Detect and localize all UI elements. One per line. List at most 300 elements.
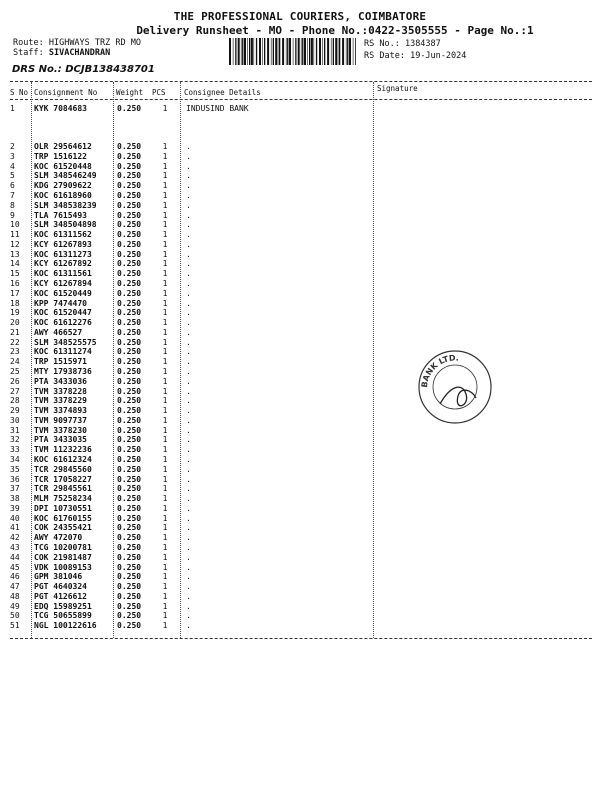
row-weight: 0.250 (117, 278, 142, 288)
row-weight: 0.250 (117, 464, 142, 474)
row-consignment: KCY 61267892 (34, 259, 92, 269)
row-details: . (186, 425, 191, 435)
barcode-bar (235, 38, 236, 65)
row-details: . (186, 210, 191, 220)
row-details: . (186, 278, 191, 288)
barcode-bar (335, 38, 337, 65)
row-sno: 22 (10, 337, 20, 347)
row-consignment: COK 21981487 (34, 552, 92, 562)
row-pcs: 1 (162, 327, 168, 337)
row-weight: 0.250 (117, 582, 142, 592)
row-consignment: KOC 61760155 (34, 513, 92, 523)
row-weight: 0.250 (117, 513, 142, 523)
row-pcs: 1 (162, 376, 168, 386)
barcode-bar (287, 38, 288, 65)
row-details: . (186, 288, 191, 298)
row-sno: 4 (10, 161, 15, 171)
row-sno: 38 (10, 494, 20, 504)
row-sno: 1 (10, 104, 15, 113)
barcode-bar (241, 38, 242, 65)
row-pcs: 1 (162, 601, 168, 611)
barcode-bar (347, 38, 348, 65)
row-pcs: 1 (162, 259, 168, 269)
row-consignment: AWY 466527 (34, 327, 83, 337)
row-consignment: MTY 17938736 (34, 366, 92, 376)
row-pcs: 1 (162, 210, 168, 220)
row-details: . (186, 298, 191, 308)
row-consignment: TCG 10200781 (34, 543, 92, 552)
row-details: . (186, 337, 191, 347)
barcode-bar (242, 38, 243, 65)
barcode-bar (249, 38, 250, 65)
col-header-signature: Signature (377, 84, 418, 93)
row-pcs: 1 (162, 582, 168, 592)
row-sno: 14 (10, 259, 20, 269)
row-consignment: KOC 61520448 (34, 161, 92, 171)
row-pcs: 1 (162, 386, 168, 396)
row-details: . (186, 151, 191, 161)
row-pcs: 1 (162, 533, 168, 543)
row-details: . (186, 474, 191, 484)
row-consignment: KCY 61267893 (34, 239, 92, 249)
row-details: . (186, 503, 191, 513)
barcode-bar (314, 38, 315, 65)
row-details: . (186, 347, 191, 357)
row-sno: 39 (10, 503, 20, 513)
row-pcs: 1 (162, 552, 168, 562)
row-consignment: KOC 61520449 (34, 288, 92, 298)
row-pcs: 1 (162, 269, 168, 279)
barcode-bar (273, 38, 274, 65)
row-consignment: PGT 4126612 (34, 591, 87, 601)
row-weight: 0.250 (117, 376, 142, 386)
row-details: . (186, 366, 191, 376)
row-weight: 0.250 (117, 484, 142, 494)
barcode-bar (324, 38, 325, 65)
row-sno: 51 (10, 621, 20, 631)
barcode-bar (319, 38, 321, 65)
row-pcs: 1 (162, 396, 168, 406)
row-consignment: NGL 100122616 (34, 621, 97, 631)
drs-number (12, 64, 155, 75)
barcode-bar (342, 38, 344, 65)
row-weight: 0.250 (117, 210, 142, 220)
barcode-bar (271, 38, 272, 65)
col-header-details: Consignee Details (184, 88, 261, 97)
barcode-bar (322, 38, 323, 65)
row-weight: 0.250 (117, 591, 142, 601)
barcode-bar (349, 38, 351, 65)
row-consignment: KOC 61612276 (34, 318, 92, 327)
row-details: . (186, 552, 191, 562)
row-consignment: KYK 7084683 (34, 104, 87, 113)
row-weight: 0.250 (117, 415, 142, 425)
row-sno: 25 (10, 366, 20, 376)
row-pcs: 1 (162, 494, 168, 504)
drs-label: DRS No.: (12, 64, 62, 75)
row-details: . (186, 142, 191, 151)
barcode-bar (346, 38, 347, 65)
row-details: . (186, 220, 191, 230)
row-pcs: 1 (162, 151, 168, 161)
col-header-pcs: PCS (152, 88, 166, 97)
row-pcs: 1 (162, 249, 168, 259)
row-consignment: PTA 3433036 (34, 376, 87, 386)
staff-label: Staff: (13, 48, 44, 58)
row-sno: 48 (10, 591, 20, 601)
row-details: . (186, 523, 191, 533)
barcode-bar (353, 38, 354, 65)
row-details: . (186, 435, 191, 445)
row-pcs: 1 (162, 142, 168, 151)
row-weight: 0.250 (117, 572, 142, 582)
row-pcs: 1 (162, 591, 168, 601)
row-sno: 21 (10, 327, 20, 337)
row-pcs: 1 (162, 104, 168, 113)
barcode-bar (259, 38, 261, 65)
row-details: . (186, 269, 191, 279)
row-consignment: TVM 9097737 (34, 415, 87, 425)
row-weight: 0.250 (117, 435, 142, 445)
row-consignment: EDQ 15989251 (34, 601, 92, 611)
row-pcs: 1 (162, 278, 168, 288)
rs-date-label: RS Date: (364, 51, 405, 61)
row-consignment: TCR 17058227 (34, 474, 92, 484)
row-consignment: AWY 472070 (34, 533, 83, 543)
barcode-bar (311, 38, 313, 65)
row-consignment: OLR 29564612 (34, 142, 92, 151)
col-header-sno: S No (10, 88, 29, 97)
barcode-bar (316, 38, 317, 65)
row-sno: 23 (10, 347, 20, 357)
row-pcs: 1 (162, 190, 168, 200)
rule-top (10, 81, 592, 82)
row-details: . (186, 181, 191, 191)
row-pcs: 1 (162, 464, 168, 474)
row-pcs: 1 (162, 337, 168, 347)
row-pcs: 1 (162, 161, 168, 171)
row-sno: 30 (10, 415, 20, 425)
row-details: . (186, 357, 191, 367)
row-details: . (186, 415, 191, 425)
row-sno: 49 (10, 601, 20, 611)
row-sno: 27 (10, 386, 20, 396)
row-weight: 0.250 (117, 142, 142, 151)
route-label: Route: (13, 38, 44, 48)
barcode-bar (282, 38, 284, 65)
barcode-bar (302, 38, 303, 65)
row-weight: 0.250 (117, 366, 142, 376)
row-weight: 0.250 (117, 327, 142, 337)
row-weight: 0.250 (117, 611, 142, 621)
row-pcs: 1 (162, 415, 168, 425)
row-details: . (186, 591, 191, 601)
barcode-bar (264, 38, 265, 65)
row-weight: 0.250 (117, 230, 142, 239)
row-consignment: SLM 348546249 (34, 171, 97, 181)
row-details: . (186, 494, 191, 504)
row-pcs: 1 (162, 425, 168, 435)
row-pcs: 1 (162, 366, 168, 376)
row-consignment: PGT 4640324 (34, 582, 87, 592)
barcode-bar (238, 38, 240, 65)
row-details: . (186, 327, 191, 337)
row-pcs: 1 (162, 357, 168, 367)
row-pcs: 1 (162, 230, 168, 239)
barcode-bar (278, 38, 279, 65)
row-sno: 26 (10, 376, 20, 386)
row-weight: 0.250 (117, 288, 142, 298)
row-sno: 5 (10, 171, 15, 181)
row-details: . (186, 562, 191, 572)
row-consignment: TVM 11232236 (34, 445, 92, 455)
row-details: . (186, 445, 191, 455)
row-weight: 0.250 (117, 601, 142, 611)
barcode-bar (262, 38, 263, 65)
row-pcs: 1 (162, 445, 168, 455)
drs-value: DCJB138438701 (65, 64, 155, 75)
col-divider (373, 82, 374, 638)
row-weight: 0.250 (117, 533, 142, 543)
row-sno: 32 (10, 435, 20, 445)
barcode-bar (339, 38, 340, 65)
row-weight: 0.250 (117, 621, 142, 631)
barcode-bar (327, 38, 329, 65)
barcode-bar (309, 38, 310, 65)
row-sno: 50 (10, 611, 20, 621)
barcode-bar (289, 38, 291, 65)
row-details: . (186, 396, 191, 406)
barcode-bar (298, 38, 300, 65)
row-consignment: DPI 10730551 (34, 503, 92, 513)
row-details: . (186, 484, 191, 494)
row-pcs: 1 (162, 503, 168, 513)
barcode-bar (286, 38, 287, 65)
row-consignment: TCR 29845560 (34, 464, 92, 474)
row-details: . (186, 513, 191, 523)
row-consignment: KCY 61267894 (34, 278, 92, 288)
row-consignment: PTA 3433035 (34, 435, 87, 445)
row-sno: 34 (10, 455, 20, 464)
row-weight: 0.250 (117, 357, 142, 367)
row-sno: 46 (10, 572, 20, 582)
barcode-bar (256, 38, 257, 65)
row-consignment: TRP 1516122 (34, 151, 87, 161)
row-consignment: TVM 3374893 (34, 406, 87, 416)
row-details: . (186, 611, 191, 621)
row-sno: 37 (10, 484, 20, 494)
barcode-bar (293, 38, 294, 65)
row-pcs: 1 (162, 621, 168, 631)
row-weight: 0.250 (117, 543, 142, 552)
row-sno: 44 (10, 552, 20, 562)
row-weight: 0.250 (117, 200, 142, 210)
row-weight: 0.250 (117, 523, 142, 533)
row-sno: 13 (10, 249, 20, 259)
row-consignment: KDG 27909622 (34, 181, 92, 191)
row-consignment: KOC 61612324 (34, 455, 92, 464)
row-details: . (186, 200, 191, 210)
row-sno: 7 (10, 190, 15, 200)
barcode-bar (251, 38, 253, 65)
row-details: . (186, 601, 191, 611)
barcode-bar (307, 38, 308, 65)
row-weight: 0.250 (117, 249, 142, 259)
row-consignment: KOC 61520447 (34, 308, 92, 318)
row-sno: 12 (10, 239, 20, 249)
row-weight: 0.250 (117, 425, 142, 435)
row-sno: 10 (10, 220, 20, 230)
row-details: . (186, 239, 191, 249)
row-weight: 0.250 (117, 347, 142, 357)
row-details: . (186, 464, 191, 474)
row-consignment: TVM 3378229 (34, 396, 87, 406)
row-weight: 0.250 (117, 181, 142, 191)
row-consignment: SLM 348504898 (34, 220, 97, 230)
barcode-bar (244, 38, 246, 65)
barcode-bar (233, 38, 234, 65)
row-sno: 35 (10, 464, 20, 474)
row-details: . (186, 308, 191, 318)
barcode (229, 38, 356, 65)
row-pcs: 1 (162, 318, 168, 327)
row-sno: 29 (10, 406, 20, 416)
row-sno: 3 (10, 151, 15, 161)
row-weight: 0.250 (117, 239, 142, 249)
row-consignment: MLM 75258234 (34, 494, 92, 504)
row-pcs: 1 (162, 298, 168, 308)
barcode-bar (304, 38, 306, 65)
row-consignment: KPP 7474470 (34, 298, 87, 308)
row-pcs: 1 (162, 543, 168, 552)
row-sno: 41 (10, 523, 20, 533)
row-sno: 20 (10, 318, 20, 327)
row-sno: 24 (10, 357, 20, 367)
row-pcs: 1 (162, 239, 168, 249)
row-pcs: 1 (162, 288, 168, 298)
row-consignment: COK 24355421 (34, 523, 92, 533)
barcode-bar (229, 38, 231, 65)
row-sno: 36 (10, 474, 20, 484)
row-details: . (186, 621, 191, 631)
row-pcs: 1 (162, 455, 168, 464)
stamp-text: BANK LTD. (419, 353, 460, 389)
row-weight: 0.250 (117, 318, 142, 327)
barcode-bar (301, 38, 302, 65)
row-sno: 15 (10, 269, 20, 279)
row-pcs: 1 (162, 220, 168, 230)
row-weight: 0.250 (117, 337, 142, 347)
route-block (13, 38, 141, 58)
row-weight: 0.250 (117, 455, 142, 464)
rs-no-value: 1384387 (404, 39, 441, 49)
row-consignment: TVM 3378230 (34, 425, 87, 435)
rule-header (10, 99, 592, 100)
row-weight: 0.250 (117, 298, 142, 308)
row-consignment: KOC 61311273 (34, 249, 92, 259)
row-details: . (186, 543, 191, 552)
row-weight: 0.250 (117, 269, 142, 279)
barcode-bar (254, 38, 255, 65)
row-pcs: 1 (162, 484, 168, 494)
row-sno: 8 (10, 200, 15, 210)
row-weight: 0.250 (117, 552, 142, 562)
row-details: . (186, 171, 191, 181)
row-consignment: TCG 50655899 (34, 611, 92, 621)
row-weight: 0.250 (117, 562, 142, 572)
row-details: . (186, 572, 191, 582)
row-sno: 33 (10, 445, 20, 455)
row-sno: 45 (10, 562, 20, 572)
barcode-bar (355, 38, 356, 65)
row-weight: 0.250 (117, 494, 142, 504)
row-pcs: 1 (162, 474, 168, 484)
row-pcs: 1 (162, 435, 168, 445)
row-sno: 19 (10, 308, 20, 318)
row-weight: 0.250 (117, 406, 142, 416)
row-details: . (186, 230, 191, 239)
row-pcs: 1 (162, 611, 168, 621)
row-pcs: 1 (162, 523, 168, 533)
row-pcs: 1 (162, 181, 168, 191)
row-weight: 0.250 (117, 220, 142, 230)
row-details: . (186, 318, 191, 327)
row-details: . (186, 249, 191, 259)
staff-value: SIVACHANDRAN (48, 48, 111, 58)
barcode-bar (279, 38, 280, 65)
row-weight: 0.250 (117, 171, 142, 181)
row-sno: 17 (10, 288, 20, 298)
row-details: . (186, 386, 191, 396)
barcode-bar (275, 38, 277, 65)
route-value: HIGHWAYS TRZ RD MO (48, 38, 141, 48)
barcode-bar (333, 38, 334, 65)
row-pcs: 1 (162, 200, 168, 210)
row-sno: 47 (10, 582, 20, 592)
row-consignment: SLM 348525575 (34, 337, 97, 347)
row-sno: 16 (10, 278, 20, 288)
row-consignment: TCR 29845561 (34, 484, 92, 494)
row-details: . (186, 455, 191, 464)
row-pcs: 1 (162, 347, 168, 357)
row-consignment: GPM 381046 (34, 572, 83, 582)
company-title: THE PROFESSIONAL COURIERS, COIMBATORE (173, 10, 427, 23)
rs-date-value: 19-Jun-2024 (410, 51, 467, 61)
row-weight: 0.250 (117, 474, 142, 484)
row-details: . (186, 161, 191, 171)
row-weight: 0.250 (117, 445, 142, 455)
rs-no-label: RS No.: (364, 39, 400, 49)
barcode-bar (338, 38, 339, 65)
row-consignment: TRP 1515971 (34, 357, 87, 367)
row-sno: 31 (10, 425, 20, 435)
row-weight: 0.250 (117, 151, 142, 161)
row-details: . (186, 582, 191, 592)
row-details: INDUSIND BANK (186, 104, 249, 113)
col-header-consignment: Consignment No (34, 88, 98, 97)
row-weight: 0.250 (117, 396, 142, 406)
row-weight: 0.250 (117, 386, 142, 396)
row-pcs: 1 (162, 572, 168, 582)
row-pcs: 1 (162, 513, 168, 523)
row-consignment: KOC 61618960 (34, 190, 92, 200)
row-details: . (186, 376, 191, 386)
row-sno: 40 (10, 513, 20, 523)
row-weight: 0.250 (117, 104, 142, 113)
row-details: . (186, 259, 191, 269)
col-divider (180, 82, 181, 638)
row-consignment: KOC 61311562 (34, 230, 92, 239)
